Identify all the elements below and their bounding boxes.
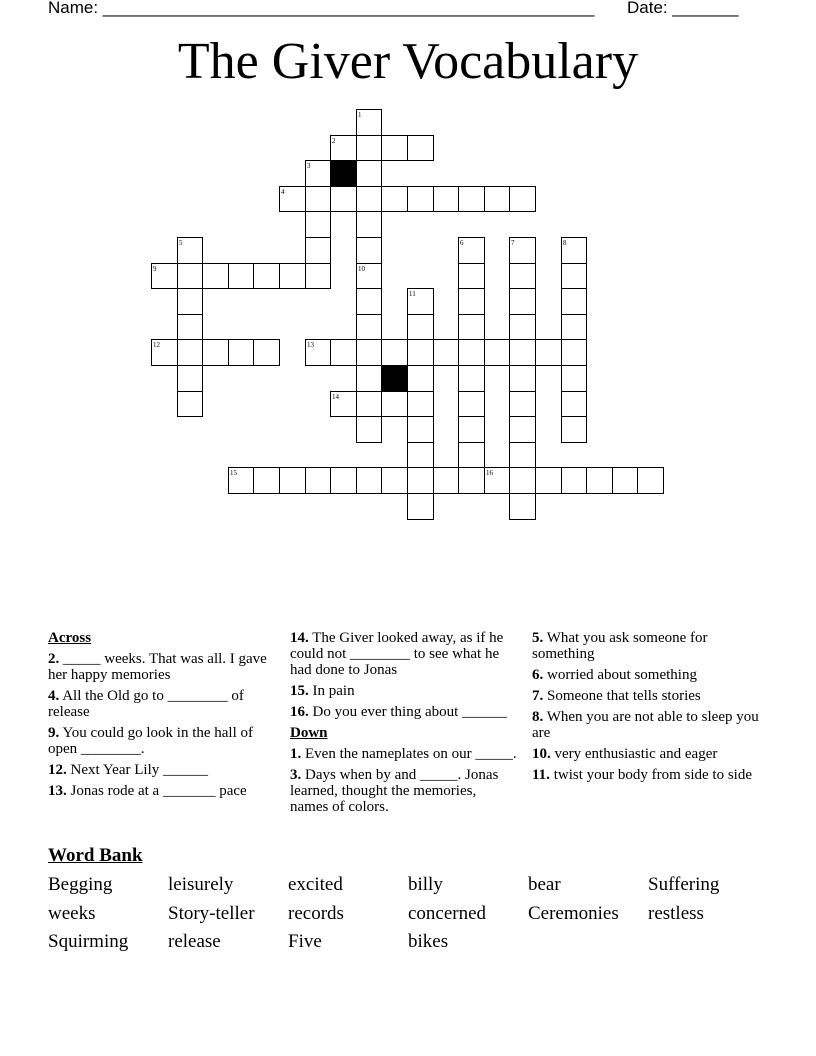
crossword-cell[interactable] <box>561 314 587 340</box>
crossword-cell[interactable] <box>509 391 536 417</box>
crossword-cell[interactable] <box>458 186 485 212</box>
crossword-cell[interactable] <box>202 263 229 289</box>
crossword-cell[interactable] <box>356 211 382 238</box>
crossword-cell[interactable] <box>458 365 485 392</box>
clue-down-7 <box>532 688 762 704</box>
crossword-cell[interactable] <box>433 339 459 366</box>
crossword-cell[interactable] <box>330 186 357 212</box>
clue-number-label: 1 <box>358 111 362 119</box>
clue-text: worried about something <box>547 667 697 683</box>
crossword-cell[interactable] <box>458 467 485 494</box>
crossword-cell[interactable] <box>177 391 203 417</box>
clue-number: 5. <box>532 630 544 646</box>
crossword-cell[interactable] <box>356 314 382 340</box>
word-bank-heading: Word Bank <box>48 845 143 866</box>
crossword-cell[interactable] <box>305 263 331 289</box>
clue-text: Next Year Lily ______ <box>70 762 208 778</box>
crossword-block <box>381 365 408 392</box>
clue-text: What you ask someone for something <box>532 630 708 662</box>
clue-number-label: 2 <box>332 137 336 145</box>
crossword-cell[interactable] <box>330 467 357 494</box>
crossword-cell[interactable] <box>509 416 536 443</box>
clue-down-6 <box>532 667 762 683</box>
crossword-cell[interactable] <box>509 493 536 520</box>
word-bank-word: release <box>168 931 221 952</box>
crossword-cell[interactable] <box>356 391 382 417</box>
clue-across-15 <box>290 683 518 699</box>
clue-across-2 <box>48 651 273 683</box>
word-bank-word: Begging <box>48 874 113 895</box>
clue-down-3 <box>290 767 518 815</box>
crossword-cell[interactable] <box>330 339 357 366</box>
crossword-cell[interactable] <box>612 467 638 494</box>
clue-text: You could go look in the hall of open ________. <box>48 725 254 757</box>
clue-number-label: 3 <box>307 162 311 170</box>
crossword-cell[interactable] <box>561 288 587 315</box>
word-bank-word: billy <box>408 874 443 895</box>
crossword-cell[interactable] <box>356 135 382 161</box>
crossword-cell[interactable] <box>381 467 408 494</box>
clue-number: 10. <box>532 746 551 762</box>
crossword-cell[interactable] <box>305 186 331 212</box>
word-bank-word: restless <box>648 903 704 924</box>
clue-down-8 <box>532 709 762 741</box>
crossword-cell[interactable] <box>305 211 331 238</box>
crossword-cell[interactable] <box>509 288 536 315</box>
crossword-cell[interactable] <box>509 365 536 392</box>
clue-number: 1. <box>290 746 302 762</box>
crossword-cell[interactable] <box>407 467 434 494</box>
crossword-cell[interactable] <box>253 263 280 289</box>
down-heading: Down <box>290 725 328 741</box>
word-bank-word: concerned <box>408 903 487 924</box>
clue-number: 2. <box>48 651 60 667</box>
clue-across-9 <box>48 725 273 757</box>
crossword-cell[interactable] <box>177 288 203 315</box>
clue-down-11 <box>532 767 762 783</box>
crossword-cell[interactable] <box>407 442 434 468</box>
crossword-cell[interactable] <box>356 186 382 212</box>
crossword-cell[interactable] <box>535 467 562 494</box>
crossword-cell[interactable] <box>407 416 434 443</box>
clues-column-2 <box>290 630 518 820</box>
clue-text: Days when by and _____. Jonas learned, thought the memories, names of colors. <box>290 767 499 815</box>
clue-number-label: 10 <box>358 265 365 273</box>
word-bank-word: Squirming <box>48 931 129 952</box>
clue-number: 14. <box>290 630 309 646</box>
crossword-cell[interactable] <box>561 391 587 417</box>
crossword-cell[interactable] <box>586 467 613 494</box>
clue-text: twist your body from side to side <box>553 767 753 783</box>
name-field[interactable]: Name: ____________________________________________________ <box>48 0 595 17</box>
clue-number: 8. <box>532 709 544 725</box>
crossword-cell[interactable] <box>279 263 306 289</box>
clue-number-label: 12 <box>153 341 160 349</box>
clue-text: All the Old go to ________ of release <box>48 688 244 720</box>
crossword-cell[interactable] <box>305 237 331 264</box>
word-bank-word: Five <box>288 931 322 952</box>
crossword-cell[interactable] <box>535 339 562 366</box>
crossword-cell[interactable] <box>561 365 587 392</box>
crossword-cell[interactable] <box>253 467 280 494</box>
word-bank-word: bikes <box>408 931 449 952</box>
crossword-cell[interactable] <box>381 391 408 417</box>
crossword-cell[interactable] <box>561 467 587 494</box>
crossword-cell[interactable] <box>407 493 434 520</box>
crossword-cell[interactable] <box>356 365 382 392</box>
clue-number-label: 11 <box>409 290 416 298</box>
crossword-cell[interactable] <box>279 467 306 494</box>
clue-down-5 <box>532 630 762 662</box>
clue-across-12 <box>48 762 273 778</box>
crossword-cell[interactable] <box>637 467 664 494</box>
clue-text: Do you ever thing about ______ <box>312 704 508 720</box>
crossword-cell[interactable] <box>228 339 254 366</box>
crossword-cell[interactable] <box>202 339 229 366</box>
date-field[interactable]: Date: _______ <box>627 0 739 17</box>
word-bank-word: Story-teller <box>168 903 255 924</box>
clue-number-label: 13 <box>307 341 314 349</box>
crossword-cell[interactable] <box>458 391 485 417</box>
clue-number-label: 16 <box>486 469 493 477</box>
clue-text: In pain <box>312 683 355 699</box>
crossword-cell[interactable] <box>177 365 203 392</box>
across-heading: Across <box>48 630 92 646</box>
clue-text: Someone that tells stories <box>547 688 701 704</box>
clue-number: 9. <box>48 725 60 741</box>
clue-across-16 <box>290 704 518 720</box>
clue-across-4 <box>48 688 273 720</box>
crossword-cell[interactable] <box>381 135 408 161</box>
crossword-cell[interactable] <box>381 339 408 366</box>
clues-column-1 <box>48 630 273 804</box>
crossword-cell[interactable] <box>458 288 485 315</box>
clue-number: 11. <box>532 767 550 783</box>
clue-number-label: 8 <box>563 239 567 247</box>
word-bank <box>48 844 768 952</box>
crossword-cell[interactable] <box>433 186 459 212</box>
crossword-cell[interactable] <box>561 339 587 366</box>
clues-column-3 <box>532 630 762 788</box>
crossword-cell[interactable] <box>356 416 382 443</box>
clue-across-13 <box>48 783 273 799</box>
crossword-cell[interactable] <box>356 160 382 187</box>
crossword-cell[interactable] <box>177 339 203 366</box>
clue-number: 16. <box>290 704 309 720</box>
crossword-cell[interactable] <box>228 263 254 289</box>
word-bank-word: bear <box>528 874 561 895</box>
clue-down-1 <box>290 746 518 762</box>
clue-across-14 <box>290 630 518 678</box>
crossword-cell[interactable] <box>177 263 203 289</box>
clue-number: 15. <box>290 683 309 699</box>
clue-text: _____ weeks. That was all. I gave her happy memories <box>48 651 267 683</box>
crossword-cell[interactable] <box>561 416 587 443</box>
word-bank-word: leisurely <box>168 874 234 895</box>
crossword-cell[interactable] <box>458 442 485 468</box>
crossword-cell[interactable] <box>407 365 434 392</box>
crossword-cell[interactable] <box>484 186 510 212</box>
crossword-cell[interactable] <box>458 263 485 289</box>
clue-text: Jonas rode at a _______ pace <box>70 783 247 799</box>
crossword-cell[interactable] <box>509 263 536 289</box>
crossword-cell[interactable] <box>458 314 485 340</box>
crossword-cell[interactable] <box>407 186 434 212</box>
crossword-cell[interactable] <box>356 339 382 366</box>
crossword-cell[interactable] <box>177 314 203 340</box>
word-bank-word: weeks <box>48 903 96 924</box>
crossword-cell[interactable] <box>381 186 408 212</box>
clue-number-label: 4 <box>281 188 285 196</box>
word-bank-word: Ceremonies <box>528 903 619 924</box>
clue-text: The Giver looked away, as if he could not ________ to see what he had done to Jonas <box>290 630 504 678</box>
clue-number-label: 5 <box>179 239 183 247</box>
clue-text: very enthusiastic and eager <box>554 746 718 762</box>
clue-number-label: 6 <box>460 239 464 247</box>
clue-number: 13. <box>48 783 67 799</box>
crossword-cell[interactable] <box>305 467 331 494</box>
crossword-cell[interactable] <box>407 391 434 417</box>
word-bank-word: records <box>288 903 344 924</box>
crossword-cell[interactable] <box>356 288 382 315</box>
crossword-cell[interactable] <box>433 467 459 494</box>
crossword-cell[interactable] <box>407 135 434 161</box>
clue-number: 6. <box>532 667 544 683</box>
clue-number-label: 14 <box>332 393 339 401</box>
crossword-cell[interactable] <box>253 339 280 366</box>
crossword-cell[interactable] <box>509 339 536 366</box>
clue-text: Even the nameplates on our _____. <box>305 746 517 762</box>
crossword-cell[interactable] <box>509 467 536 494</box>
clue-text: When you are not able to sleep you are <box>532 709 759 741</box>
crossword-cell[interactable] <box>356 467 382 494</box>
crossword-cell[interactable] <box>509 314 536 340</box>
clue-number-label: 7 <box>511 239 515 247</box>
clue-number: 4. <box>48 688 60 704</box>
word-bank-word: excited <box>288 874 343 895</box>
crossword-cell[interactable] <box>509 442 536 468</box>
crossword-cell[interactable] <box>356 237 382 264</box>
crossword-cell[interactable] <box>561 263 587 289</box>
crossword-cell[interactable] <box>484 339 510 366</box>
clue-down-10 <box>532 746 762 762</box>
crossword-cell[interactable] <box>407 314 434 340</box>
page-title: The Giver Vocabulary <box>177 33 639 90</box>
clue-number-label: 15 <box>230 469 237 477</box>
crossword-cell[interactable] <box>509 186 536 212</box>
crossword-cell[interactable] <box>458 339 485 366</box>
crossword-cell[interactable] <box>458 416 485 443</box>
crossword-cell[interactable] <box>407 339 434 366</box>
clue-number: 7. <box>532 688 544 704</box>
crossword-block <box>330 160 357 187</box>
word-bank-word: Suffering <box>648 874 720 895</box>
clue-number-label: 9 <box>153 265 157 273</box>
clue-number: 12. <box>48 762 67 778</box>
clue-number: 3. <box>290 767 302 783</box>
